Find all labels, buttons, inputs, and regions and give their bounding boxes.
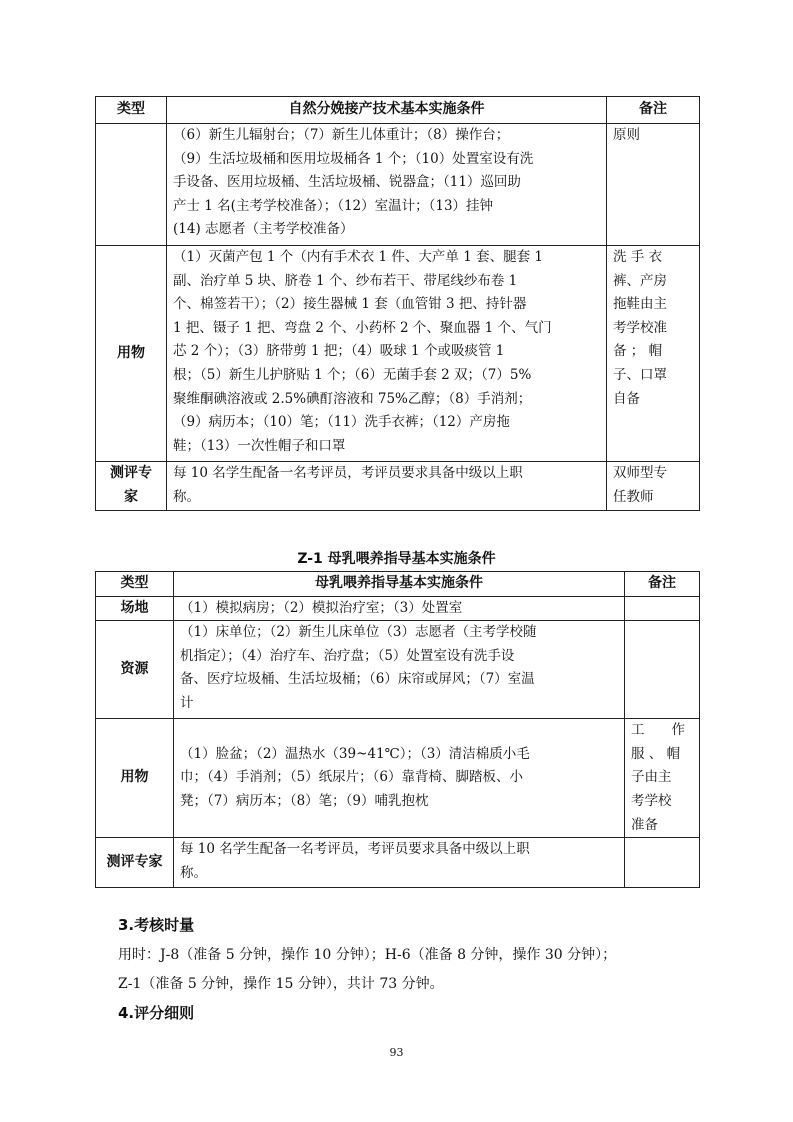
table1-row2-content: （1）灭菌产包 1 个（内有手术衣 1 件、大产单 1 套、腿套 1 副、治疗单 5 块、脐卷 1 个、纱布若干、带尾线纱布卷 1 个、棉签若干）；（2）接生器械 1 套（血管钳 3 把、持针器 1 把、镊子 1 把、弯盘 2 个、小药杯 2 个、聚血器 1 个、气门 芯 2 个）；（3）脐带剪 1 把；（4）吸球 1 个或吸痰管 1 根；（5）新生儿护脐贴 1 个；（6）无菌手套 2 双；（7）5% 聚维酮碘溶液或 2.5%碘酊溶液和 75%乙醇；（8）手消剂； （9）病历本；（10）笔；（11）洗手衣裤；（12）产房拖 鞋；（13）一次性帽子和口罩	[167, 246, 607, 462]
table2-row4-content: 每 10 名学生配备一名考评员，考评员要求具备中级以上职 称。	[174, 838, 625, 888]
table2-row1-note	[625, 596, 700, 621]
section3-line1: 用时：J-8（准备 5 分钟，操作 10 分钟）；H-6（准备 8 分钟，操作 30 分钟）；	[118, 947, 617, 963]
table1-row3-content: 每 10 名学生配备一名考评员，考评员要求具备中级以上职 称。	[167, 462, 607, 511]
table2-row3-content: （1）脸盆；（2）温热水（39~41℃）；（3）清洁棉质小毛 巾；（4）手消剂；（5）纸尿片；（6）靠背椅、脚踏板、小 凳；（7）病历本；（8）笔；（9）哺乳抱枕	[174, 719, 625, 838]
table2-row4-note	[625, 838, 700, 888]
section3-line2: Z-1（准备 5 分钟，操作 15 分钟），共计 73 分钟。	[118, 976, 444, 992]
table2-row2-type: 资源	[96, 621, 174, 719]
table2-row3-note: 工 作 服 、 帽 子由主 考学校 准备	[625, 719, 700, 838]
table1-row3-type: 测评专 家	[96, 462, 167, 511]
table2-caption: Z-1 母乳喂养指导基本实施条件	[297, 551, 496, 567]
table1-header-type: 类型	[96, 97, 167, 124]
table1-header-note: 备注	[607, 97, 700, 124]
page-number: 93	[389, 1046, 404, 1059]
table2-row1-content: （1）模拟病房；（2）模拟治疗室；（3）处置室	[174, 596, 625, 621]
table2-row1-type: 场地	[96, 596, 174, 621]
table2-row3-type: 用物	[96, 719, 174, 838]
table1-row1-type	[96, 124, 167, 246]
table2-header-type: 类型	[96, 572, 174, 597]
table2-header-note: 备注	[625, 572, 700, 597]
table2-row2-note	[625, 621, 700, 719]
table1-row2-note: 洗 手 衣 裤、产房 拖鞋由主 考学校准 备 ； 帽 子、口罩 自备	[607, 246, 700, 462]
table1-row1-note: 原则	[607, 124, 700, 246]
implementation-table-2	[95, 571, 700, 888]
table1-row1-content: （6）新生儿辐射台；（7）新生儿体重计；（8）操作台； （9）生活垃圾桶和医用垃圾桶各 1 个；（10）处置室设有洗 手设备、医用垃圾桶、生活垃圾桶、锐器盒；（11）巡回助 产士 1 名(主考学校准备）；（12）室温计；（13）挂钟 (14) 志愿者（主考学校准备）	[167, 124, 607, 246]
table2-row4-type: 测评专家	[96, 838, 174, 888]
section3-heading: 3.考核时量	[118, 916, 195, 934]
table1-row2-type: 用物	[96, 246, 167, 462]
table2-header-conditions: 母乳喂养指导基本实施条件	[174, 572, 625, 597]
section4-heading: 4.评分细则	[118, 1004, 195, 1022]
table2-row2-content: （1）床单位；（2）新生儿床单位（3）志愿者（主考学校随 机指定）；（4）治疗车、治疗盘；（5）处置室设有洗手设 备、医疗垃圾桶、生活垃圾桶；（6）床帘或屏风；（7）室温 计	[174, 621, 625, 719]
table1-header-conditions: 自然分娩接产技术基本实施条件	[167, 97, 607, 124]
implementation-table-1	[95, 96, 700, 511]
table1-row3-note: 双师型专 任教师	[607, 462, 700, 511]
